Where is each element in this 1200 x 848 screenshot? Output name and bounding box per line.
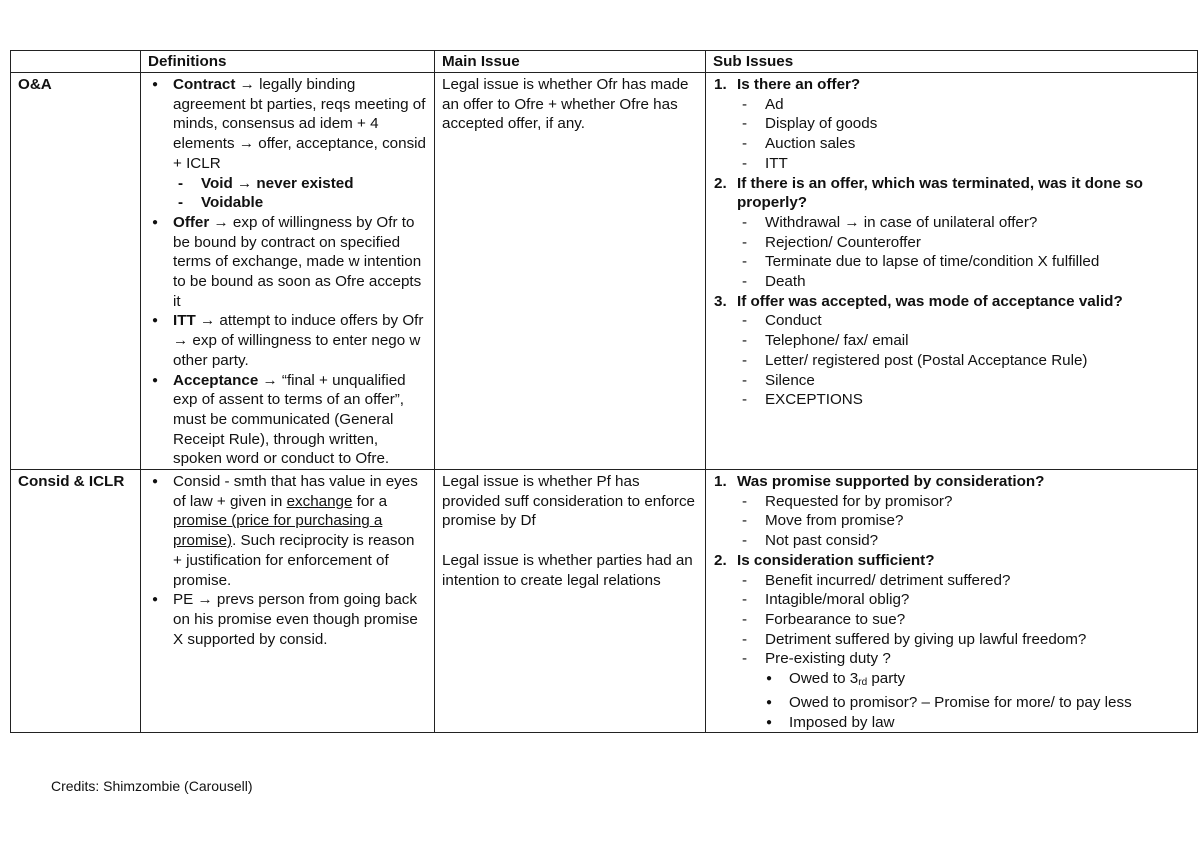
main-issue-consideration: Legal issue is whether Pf has provided suff consideration to enforce promise by Df <box>442 473 696 530</box>
definitions-cell-oa <box>141 73 435 470</box>
sub-issue-items <box>737 95 1190 174</box>
sub-issue-items <box>737 571 1190 670</box>
definitions-list-consid <box>148 472 427 649</box>
header-blank <box>11 51 141 73</box>
sub-issue-item: - Terminate due to lapse of time/condition X fulfilled <box>765 252 1190 272</box>
sub-issue-item: - Ad <box>765 95 1190 115</box>
term-acceptance: Acceptance <box>173 371 259 389</box>
term-offer: Offer <box>173 213 210 231</box>
sub-issue-item: - Withdrawal → in case of unilateral offer? <box>765 213 1190 233</box>
sub-issue-item: - Auction sales <box>765 134 1190 154</box>
sub-issue-number: 1. <box>714 76 727 93</box>
sub-issue-item: - Pre-existing duty ? <box>765 649 1190 669</box>
term-contract: Contract → <box>173 76 255 93</box>
definitions-cell-consid <box>141 470 435 733</box>
sub-issue-number: 1. <box>714 473 727 491</box>
sub-issue-question: If there is an offer, which was terminated, was it done so properly? <box>737 174 1143 212</box>
sub-issue-item: - Detriment suffered by giving up lawful freedom? <box>765 630 1190 650</box>
sub-issue-item: - Intagible/moral oblig? <box>765 590 1190 610</box>
text-contract: legally binding agreement bt parties, reqs meeting of minds, consensus ad idem + 4 elements → offer, acceptance, consid + ICLR <box>173 76 426 172</box>
text-acceptance: → “final + unqualified exp of assent to terms of an offer”, must be communicated (General Receipt Rule), through written, spoken word or conduct to Ofre. <box>173 371 406 468</box>
text-offer: → exp of willingness by Ofr to be bound by contract on specified terms of exchange, made w intention to be bound as soon as Ofre accepts it <box>173 213 422 310</box>
sub-issues-cell-consid <box>706 470 1198 733</box>
sub-issue-question: If offer was accepted, was mode of acceptance valid? <box>737 292 1123 310</box>
credits-footer: Credits: Shimzombie (Carousell) <box>51 778 253 794</box>
sub-issue-number: 2. <box>714 174 727 192</box>
text-consid-b: for a <box>352 492 388 510</box>
row-consid-iclr <box>11 470 1198 733</box>
text-consid-promise: promise (price for purchasing a promise) <box>173 512 383 550</box>
sub-issue-item: - Move from promise? <box>765 511 1190 531</box>
pre-existing-duty-list <box>737 669 1190 732</box>
definition-consid <box>173 472 427 590</box>
sub-issue-offer <box>714 75 1190 174</box>
text-consid-a: Consid - smth that has value in eyes of law + given in <box>173 473 418 510</box>
sub-issue-items <box>737 311 1190 410</box>
sub-issue-acceptance-mode <box>714 292 1190 410</box>
sub-issues-list-oa <box>713 75 1190 410</box>
sub-issue-number: 3. <box>714 292 727 310</box>
duty-third-b: party <box>867 670 906 688</box>
sub-issue-sufficient <box>714 551 1190 732</box>
text-consid-exchange: exchange <box>286 492 353 510</box>
notes-table <box>10 50 1198 733</box>
sub-issue-item: - Rejection/ Counteroffer <box>765 233 1190 253</box>
row-label-consid: Consid & ICLR <box>11 470 141 733</box>
sub-issue-item: - Silence <box>765 371 1190 391</box>
contract-subtypes <box>173 174 427 213</box>
text-itt: → attempt to induce offers by Ofr → exp of willingness to enter nego w other party. <box>173 312 424 369</box>
sub-issue-supported <box>714 472 1190 551</box>
sub-issue-question: Is there an offer? <box>737 76 861 93</box>
main-issue-iclr: Legal issue is whether parties had an intention to create legal relations <box>442 552 693 589</box>
sub-issue-number: 2. <box>714 551 727 569</box>
sub-issue-termination <box>714 174 1190 292</box>
sub-issue-item: - Telephone/ fax/ email <box>765 331 1190 351</box>
sub-issue-item: - ITT <box>765 154 1190 174</box>
definition-offer <box>173 213 427 312</box>
subtype-voidable: - Voidable <box>201 193 427 213</box>
sub-issues-cell-oa <box>706 73 1198 470</box>
sub-issue-items <box>737 213 1190 292</box>
sub-issue-item: - Benefit incurred/ detriment suffered? <box>765 571 1190 591</box>
row-offer-acceptance <box>11 73 1198 470</box>
definition-acceptance <box>173 371 427 470</box>
subtype-void: - Void → never existed <box>201 174 427 194</box>
duty-third-a: Owed to 3 <box>789 670 859 688</box>
definition-contract <box>173 75 427 213</box>
definition-itt <box>173 311 427 370</box>
header-row <box>11 51 1198 73</box>
definitions-list-oa <box>148 75 427 469</box>
sub-issue-item: - Death <box>765 272 1190 292</box>
sub-issue-item: - Conduct <box>765 311 1190 331</box>
sub-issue-item: - Not past consid? <box>765 531 1190 551</box>
sub-issue-question: Was promise supported by consideration? <box>737 473 1045 491</box>
sub-issue-item: - Forbearance to sue? <box>765 610 1190 630</box>
main-issue-cell-consid <box>435 470 706 733</box>
sub-issue-question: Is consideration sufficient? <box>737 551 935 569</box>
sub-issue-item: - Requested for by promisor? <box>765 492 1190 512</box>
main-issue-cell-oa: Legal issue is whether Ofr has made an offer to Ofre + whether Ofre has accepted offer, if any. <box>435 73 706 470</box>
sub-issue-item: - EXCEPTIONS <box>765 390 1190 410</box>
duty-promisor: ● Owed to promisor? – Promise for more/ to pay less <box>789 693 1190 713</box>
term-itt: ITT <box>173 312 196 330</box>
sub-issue-items <box>737 492 1190 551</box>
text-consid-c: . Such reciprocity is reason + justification for enforcement of promise. <box>173 532 415 589</box>
sub-issue-item: - Letter/ registered post (Postal Acceptance Rule) <box>765 351 1190 371</box>
definition-pe: ● PE → prevs person from going back on his promise even though promise X supported by consid. <box>173 590 427 649</box>
header-definitions: Definitions <box>141 51 435 73</box>
duty-third-sup: rd <box>858 677 868 689</box>
row-label-oa: O&A <box>11 73 141 470</box>
header-main-issue: Main Issue <box>435 51 706 73</box>
spacer <box>442 531 698 551</box>
sub-issues-list-consid <box>713 472 1190 732</box>
header-sub-issues: Sub Issues <box>706 51 1198 73</box>
duty-law: ● Imposed by law <box>789 713 1190 733</box>
duty-third-party <box>789 669 1190 693</box>
sub-issue-item: - Display of goods <box>765 114 1190 134</box>
